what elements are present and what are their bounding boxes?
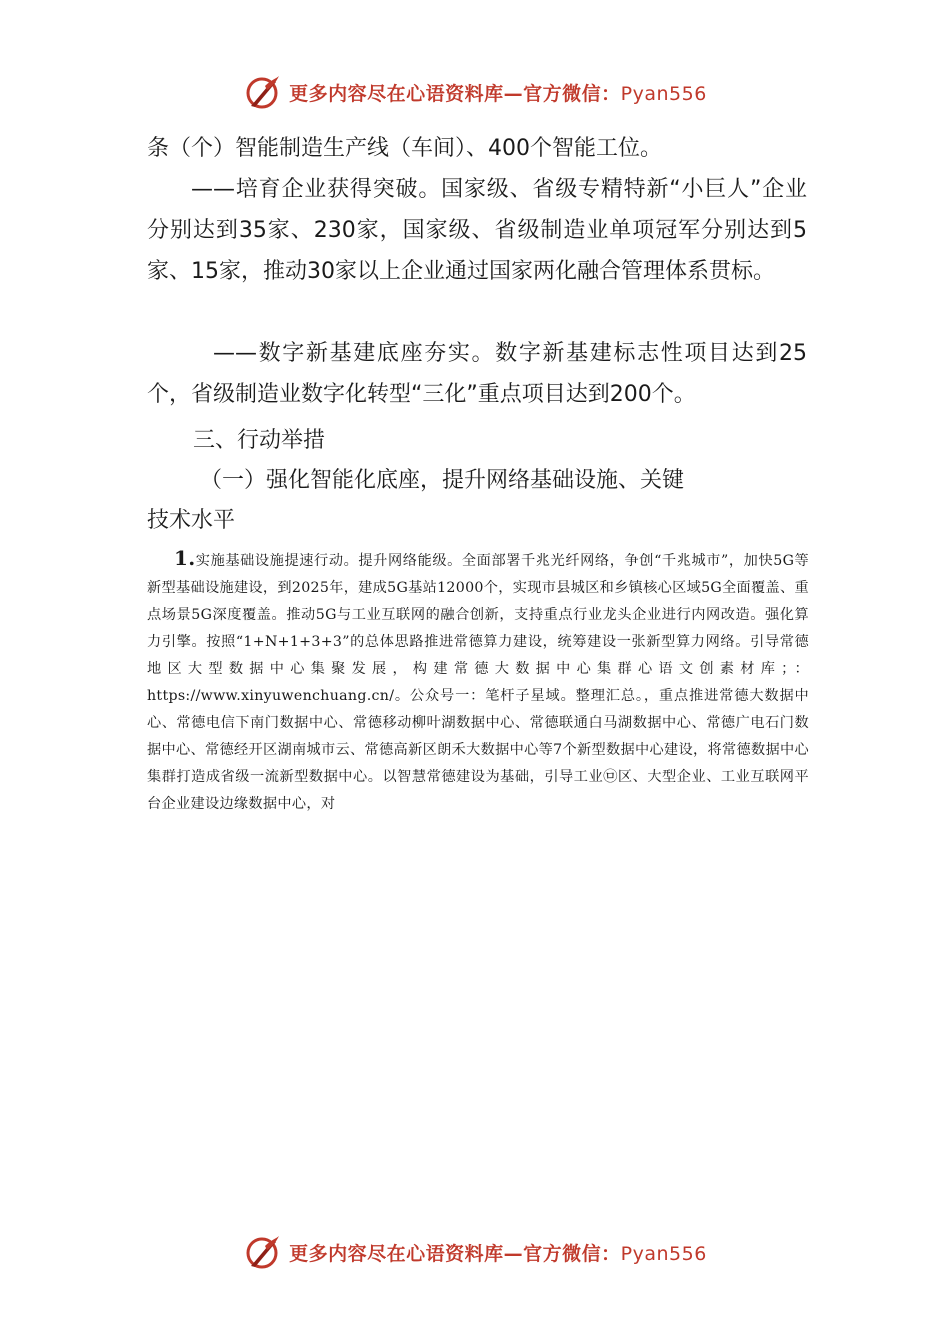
subsection-heading-line2: 技术水平 [147, 508, 236, 533]
item-number: 1. [174, 546, 196, 570]
quill-seal-icon [243, 1232, 283, 1272]
wechat-id: Pyan556 [620, 1242, 707, 1265]
quill-seal-icon [243, 72, 283, 112]
item-1-text: 实施基础设施提速行动。提升网络能级。全面部署千兆光纤网络，争创“千兆城市”，加快5G等新型基础设施建设，到2025年，建成5G基站12000个，实现市县城区和乡镇核心区域5G全面覆盖、重点场景5G深度覆盖。推动5G与工业互联网的融合创新，支持重点行业龙头企业进行内网改造。强化算力引擎。按照“1+N+1+3+3”的总体思路推进常德算力建设，统筹建设一张新型算力网络。引导常德地区大型数据中心集聚发展，构建常德大数据中心集群心语文创素材库；：https://www.xinyuwenchuang.cn/。公众号一：笔杆子星域。整理汇总。，重点推进常德大数据中心、常德电信下南门数据中心、常德移动柳叶湖数据中心、常德联通白马湖数据中心、常德广电石门数据中心、常德经开区湖南城市云、常德高新区朗禾大数据中心等7个新型数据中心建设，将常德数据中心集群打造成省级一流新型数据中心。以智慧常德建设为基础，引导工业㉤区、大型企业、工业互联网平台企业建设边缘数据中心，对 [147, 553, 809, 812]
watermark-banner-bottom [0, 1232, 950, 1272]
paragraph-3: ——数字新基建底座夯实。数字新基建标志性项目达到25个，省级制造业数字化转型“三化”重点项目达到200个。 [147, 341, 807, 407]
watermark-banner-top [0, 72, 950, 112]
paragraph-1: 条（个）智能制造生产线（车间）、400个智能工位。 [147, 136, 662, 161]
wechat-id: Pyan556 [620, 82, 707, 105]
subsection-heading-line1: （一）强化智能化底座，提升网络基础设施、关键 [200, 468, 685, 493]
watermark-text: 更多内容尽在心语资料库—官方微信：Pyan556 [289, 82, 707, 105]
item-1-paragraph [147, 545, 809, 818]
paragraph-2: ——培育企业获得突破。国家级、省级专精特新“小巨人”企业分别达到35家、230家，国家级、省级制造业单项冠军分别达到5家、15家，推动30家以上企业通过国家两化融合管理体系贯标。 [147, 177, 807, 284]
section-heading: 三、行动举措 [193, 428, 326, 453]
watermark-text: 更多内容尽在心语资料库—官方微信：Pyan556 [289, 1242, 707, 1265]
